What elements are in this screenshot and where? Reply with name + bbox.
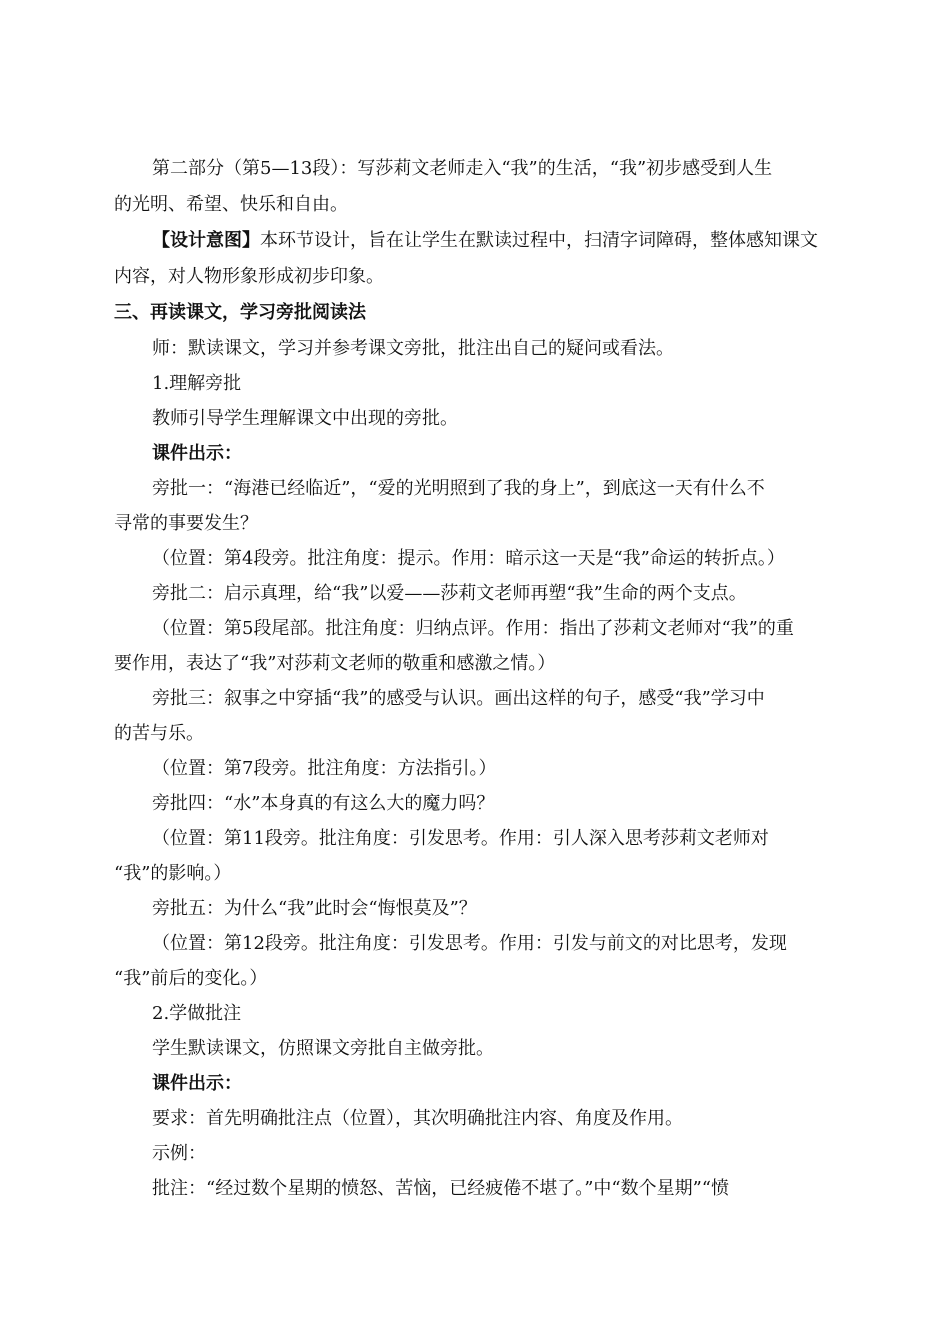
paragraph-line: 第二部分（第5—13段）：写莎莉文老师走入“我”的生活，“我”初步感受到人生 xyxy=(152,158,773,179)
paragraph-line: （位置：第11段旁。批注角度：引发思考。作用：引人深入思考莎莉文老师对 xyxy=(152,828,769,849)
paragraph-line: 师：默读课文，学习并参考课文旁批，批注出自己的疑问或看法。 xyxy=(152,338,674,359)
design-intent-line xyxy=(152,230,818,252)
paragraph-line: 要求：首先明确批注点（位置），其次明确批注内容、角度及作用。 xyxy=(152,1108,683,1129)
paragraph-line: 寻常的事要发生？ xyxy=(114,513,258,534)
paragraph-line: 批注：“经过数个星期的愤怒、苦恼，已经疲倦不堪了。”中“数个星期”“愤 xyxy=(152,1178,730,1199)
paragraph-line: （位置：第7段旁。批注角度：方法指引。） xyxy=(152,758,497,779)
paragraph-line: 旁批二：启示真理，给“我”以爱——莎莉文老师再塑“我”生命的两个支点。 xyxy=(152,583,747,604)
paragraph-line: 旁批五：为什么“我”此时会“悔恨莫及”？ xyxy=(152,898,477,919)
section-heading: 三、再读课文，学习旁批阅读法 xyxy=(114,302,366,323)
paragraph-line: 的光明、希望、快乐和自由。 xyxy=(114,194,348,215)
paragraph-line: （位置：第4段旁。批注角度：提示。作用：暗示这一天是“我”命运的转折点。） xyxy=(152,548,785,569)
courseware-label: 课件出示： xyxy=(152,1073,242,1094)
paragraph-line: “我”前后的变化。） xyxy=(114,968,268,989)
paragraph-line: “我”的影响。） xyxy=(114,863,232,884)
subheading: 1.理解旁批 xyxy=(152,373,242,394)
paragraph-line: 的苦与乐。 xyxy=(114,723,204,744)
design-intent-label: 【设计意图】 xyxy=(152,230,260,251)
courseware-label: 课件出示： xyxy=(152,443,242,464)
paragraph-line: 要作用，表达了“我”对莎莉文老师的敬重和感激之情。） xyxy=(114,653,556,674)
paragraph-line: 教师引导学生理解课文中出现的旁批。 xyxy=(152,408,458,429)
design-intent-text: 本环节设计，旨在让学生在默读过程中，扫清字词障碍，整体感知课文 xyxy=(260,230,818,251)
paragraph-line: （位置：第12段旁。批注角度：引发思考。作用：引发与前文的对比思考，发现 xyxy=(152,933,787,954)
paragraph-line: 内容，对人物形象形成初步印象。 xyxy=(114,266,384,287)
paragraph-line: 旁批四：“水”本身真的有这么大的魔力吗？ xyxy=(152,793,495,814)
paragraph-line: 旁批一：“海港已经临近”，“爱的光明照到了我的身上”，到底这一天有什么不 xyxy=(152,478,765,499)
subheading: 2.学做批注 xyxy=(152,1003,242,1024)
paragraph-line: （位置：第5段尾部。批注角度：归纳点评。作用：指出了莎莉文老师对“我”的重 xyxy=(152,618,794,639)
paragraph-line: 学生默读课文，仿照课文旁批自主做旁批。 xyxy=(152,1038,494,1059)
paragraph-line: 示例： xyxy=(152,1143,206,1164)
paragraph-line: 旁批三：叙事之中穿插“我”的感受与认识。画出这样的句子，感受“我”学习中 xyxy=(152,688,765,709)
